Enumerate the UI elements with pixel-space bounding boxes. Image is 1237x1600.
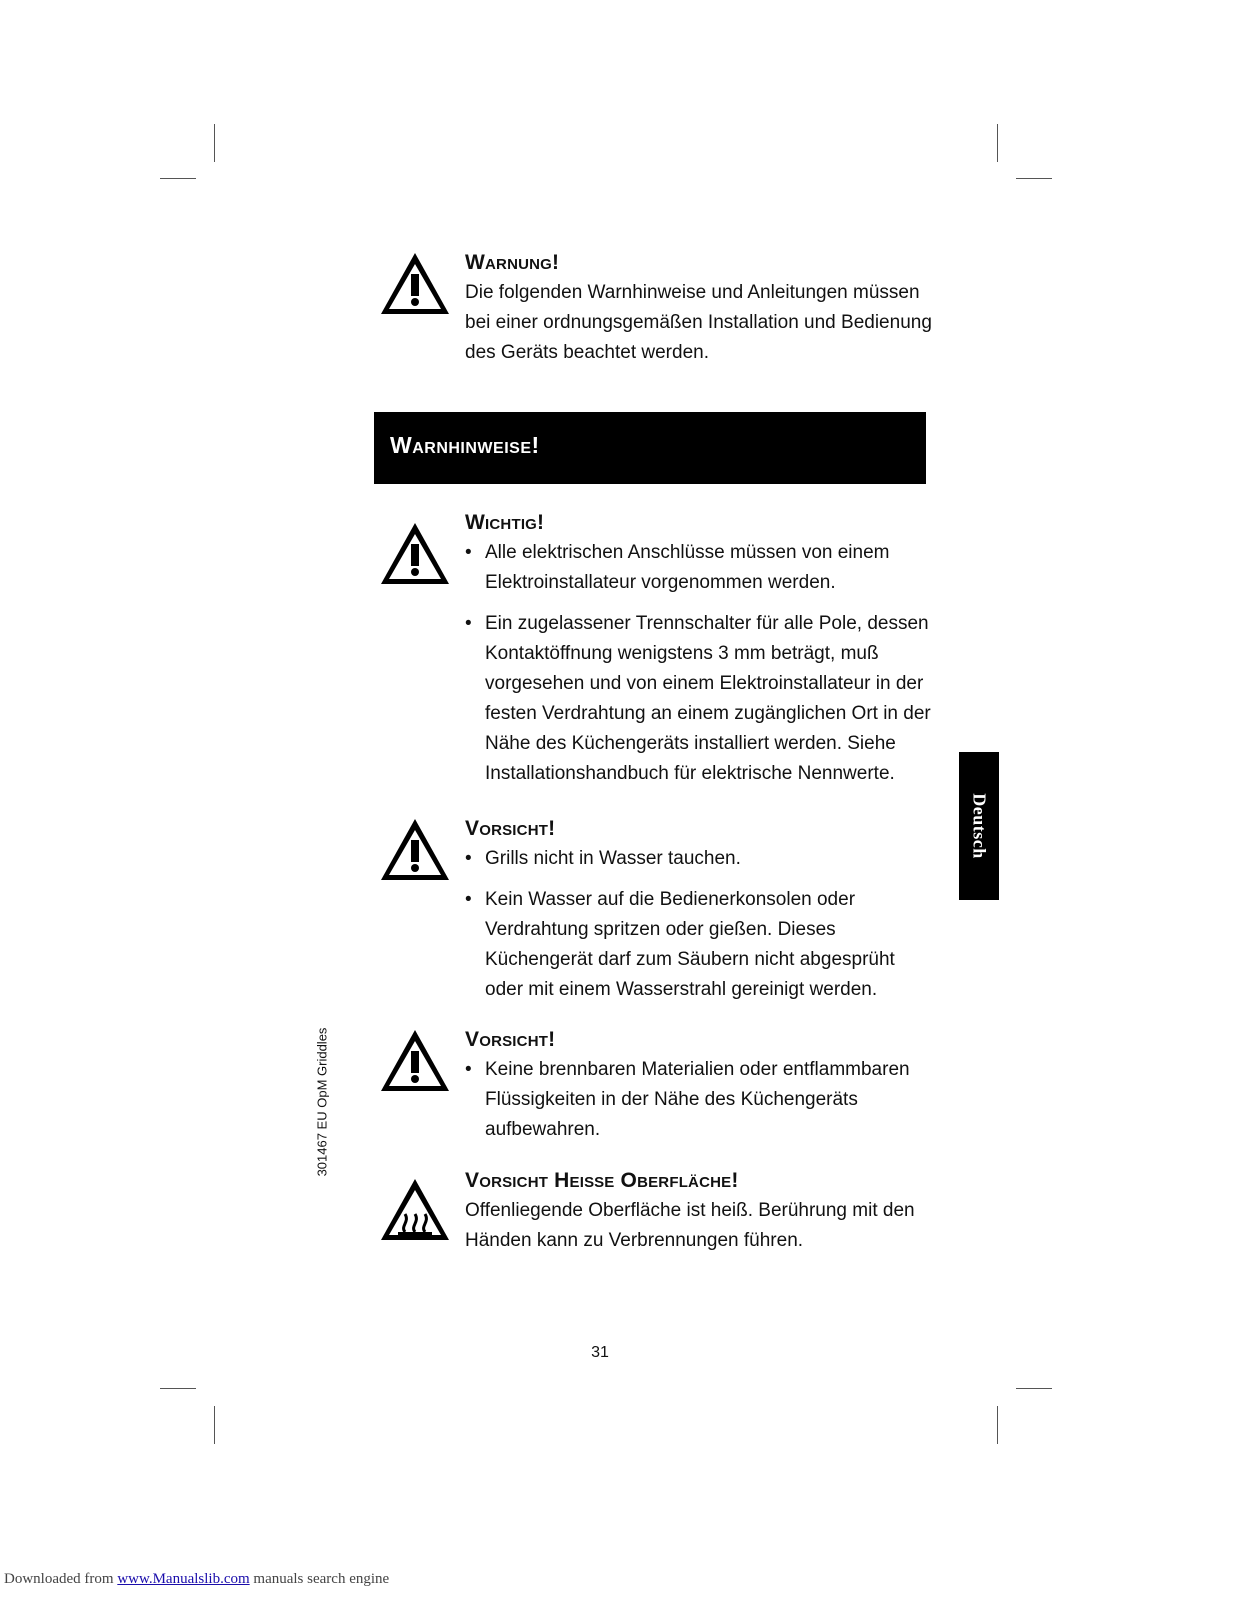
crop-mark — [997, 124, 998, 162]
caution-heading: Vorsicht! — [465, 1028, 556, 1051]
hot-surface-heading: Vorsicht Heiße Oberfläche! — [465, 1169, 739, 1192]
warning-triangle-icon — [378, 816, 452, 884]
crop-mark — [1016, 178, 1052, 179]
footer-prefix: Downloaded from — [4, 1571, 118, 1587]
download-footer — [4, 1571, 389, 1588]
important-heading: Wichtig! — [465, 511, 545, 534]
caution-heading: Vorsicht! — [465, 817, 556, 840]
warning-triangle-icon — [378, 1027, 452, 1095]
crop-mark — [214, 124, 215, 162]
language-tab-label: Deutsch — [969, 793, 990, 859]
hot-surface-text: Offenliegende Oberfläche ist heiß. Berührung mit den Händen kann zu Verbrennungen führen. — [465, 1200, 915, 1251]
crop-mark — [160, 1388, 196, 1389]
banner-title: Warnhinweise! — [390, 432, 540, 458]
crop-mark — [997, 1406, 998, 1444]
list-item: • Keine brennbaren Materialien oder entflammbaren Flüssigkeiten in der Nähe des Küchengeräts aufbewahren. — [465, 1055, 938, 1145]
warning-triangle-icon — [378, 250, 452, 318]
crop-mark — [214, 1406, 215, 1444]
hot-surface-triangle-icon — [378, 1176, 452, 1244]
caution-list — [465, 844, 938, 1005]
caution-list — [465, 1055, 938, 1145]
crop-mark — [1016, 1388, 1052, 1389]
language-tab — [959, 752, 999, 900]
warning-triangle-icon — [378, 520, 452, 588]
footer-suffix: manuals search engine — [249, 1571, 390, 1587]
list-item: • Ein zugelassener Trennschalter für alle Pole, dessen Kontaktöffnung wenigstens 3 mm beträgt, muß vorgesehen und von einem Elektroinstallateur in der festen Verdrahtung an einem zugänglichen Ort in der Nähe des Küchengeräts installiert werden. Siehe Installationshandbuch für elektrische Nennwerte. — [465, 609, 938, 789]
warning-heading: Warnung! — [465, 251, 560, 274]
list-item: • Kein Wasser auf die Bedienerkonsolen oder Verdrahtung spritzen oder gießen. Dieses Küchengerät darf zum Säubern nicht abgesprüht oder mit einem Wasserstrahl gereinigt werden. — [465, 885, 938, 1005]
list-item: • Alle elektrischen Anschlüsse müssen von einem Elektroinstallateur vorgenommen werden. — [465, 538, 938, 598]
crop-mark — [160, 178, 196, 179]
section-banner — [374, 412, 926, 484]
warning-text: Die folgenden Warnhinweise und Anleitungen müssen bei einer ordnungsgemäßen Installation und Bedienung des Geräts beachtet werden. — [465, 282, 932, 363]
important-list — [465, 538, 938, 789]
document-id: 301467 EU OpM Griddles — [314, 1027, 330, 1177]
list-item: • Grills nicht in Wasser tauchen. — [465, 844, 938, 874]
page-number: 31 — [591, 1344, 609, 1361]
manualslib-link[interactable]: www.Manualslib.com — [117, 1571, 250, 1587]
